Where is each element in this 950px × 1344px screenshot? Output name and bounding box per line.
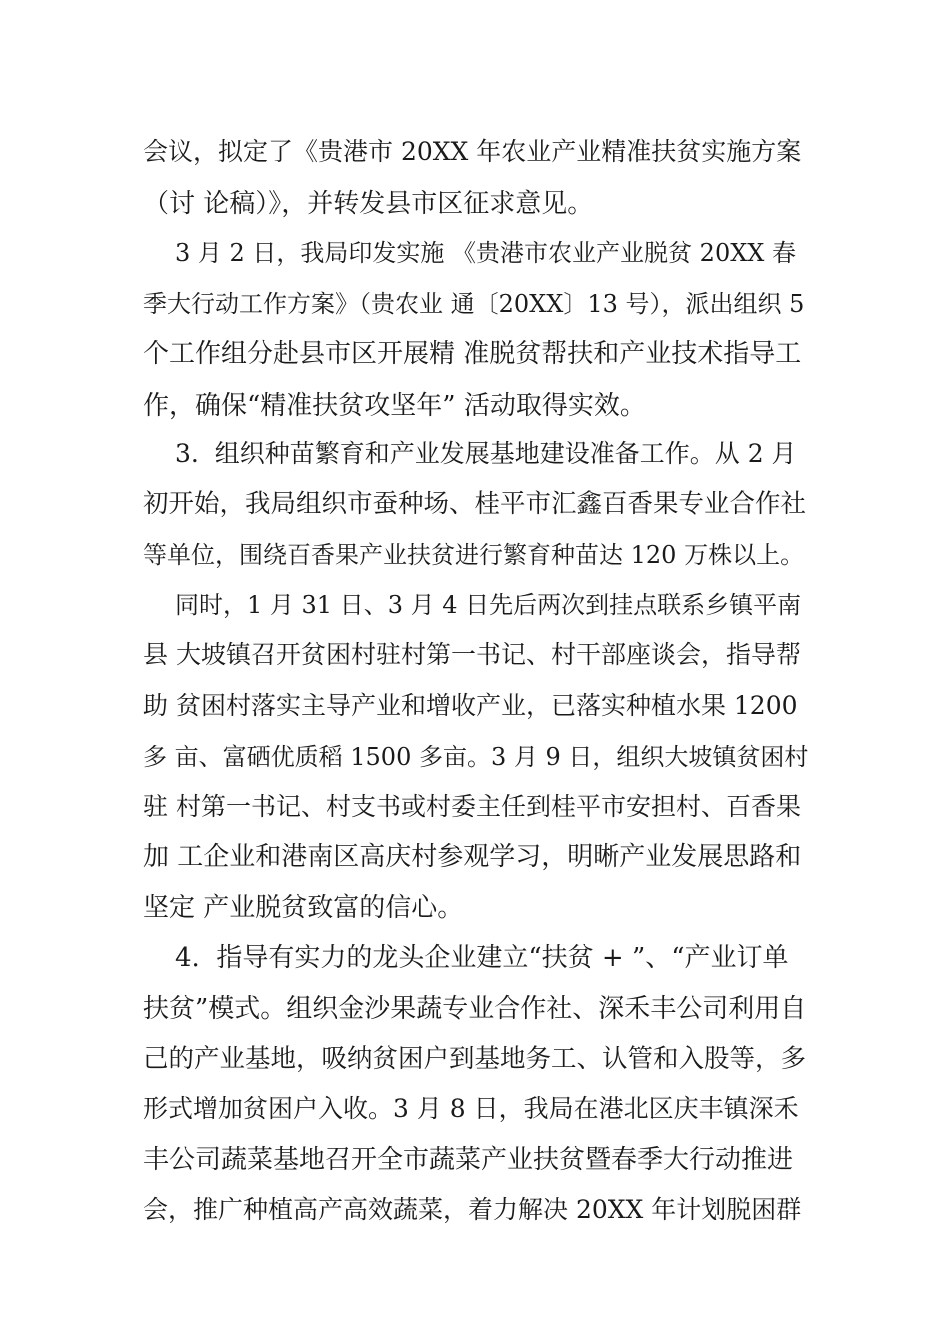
text-line: 个工作组分赴县市区开展精 准脱贫帮扶和产业技术指导工 [143,339,802,369]
text-line: 丰公司蔬菜基地召开全市蔬菜产业扶贫暨春季大行动推进 [143,1145,794,1175]
text-line: 形式增加贫困户入收。3 月 8 日，我局在港北区庆丰镇深禾 [143,1094,799,1123]
text-line: 县 大坡镇召开贫困村驻村第一书记、村干部座谈会，指导帮 [143,640,801,669]
text-line: 会议，拟定了《贵港市 20XX 年农业产业精准扶贫实施方案 [143,137,802,166]
text-line: 会，推广种植高产高效蔬菜，着力解决 20XX 年计划脱困群 [143,1195,802,1224]
text-line: 作，确保“精准扶贫攻坚年” 活动取得实效。 [143,391,646,421]
text-line: 坚定 产业脱贫致富的信心。 [143,893,464,923]
text-line: 己的产业基地，吸纳贫困户到基地务工、认管和入股等，多 [143,1044,807,1074]
text-line: 3. 组织种苗繁育和产业发展基地建设准备工作。从 2 月 [175,439,797,468]
text-line: 扶贫”模式。组织金沙果蔬专业合作社、深禾丰公司利用自 [143,994,807,1024]
text-line: 多 亩、富硒优质稻 1500 多亩。3 月 9 日，组织大坡镇贫困村 [143,743,809,771]
text-line: 季大行动工作方案》（贵农业 通〔20XX〕13 号），派出组织 5 [143,290,805,318]
text-line: 等单位，围绕百香果产业扶贫进行繁育种苗达 120 万株以上。 [143,541,805,569]
text-line: 3 月 2 日，我局印发实施 《贵港市农业产业脱贫 20XX 春 [175,239,797,267]
text-line: 4. 指导有实力的龙头企业建立“扶贫 + ”、“产业订单 [175,943,789,973]
text-line: 同时，1 月 31 日、3 月 4 日先后两次到挂点联系乡镇平南 [175,591,802,619]
text-line: 助 贫困村落实主导产业和增收产业，已落实种植水果 1200 [143,691,798,720]
text-line: 加 工企业和港南区高庆村参观学习，明晰产业发展思路和 [143,842,802,872]
text-line: （讨 论稿）》，并转发县市区征求意见。 [143,189,594,219]
text-line: 驻 村第一书记、村支书或村委主任到桂平市安担村、百香果 [143,792,801,821]
text-line: 初开始，我局组织市蚕种场、桂平市汇鑫百香果专业合作社 [143,489,807,519]
